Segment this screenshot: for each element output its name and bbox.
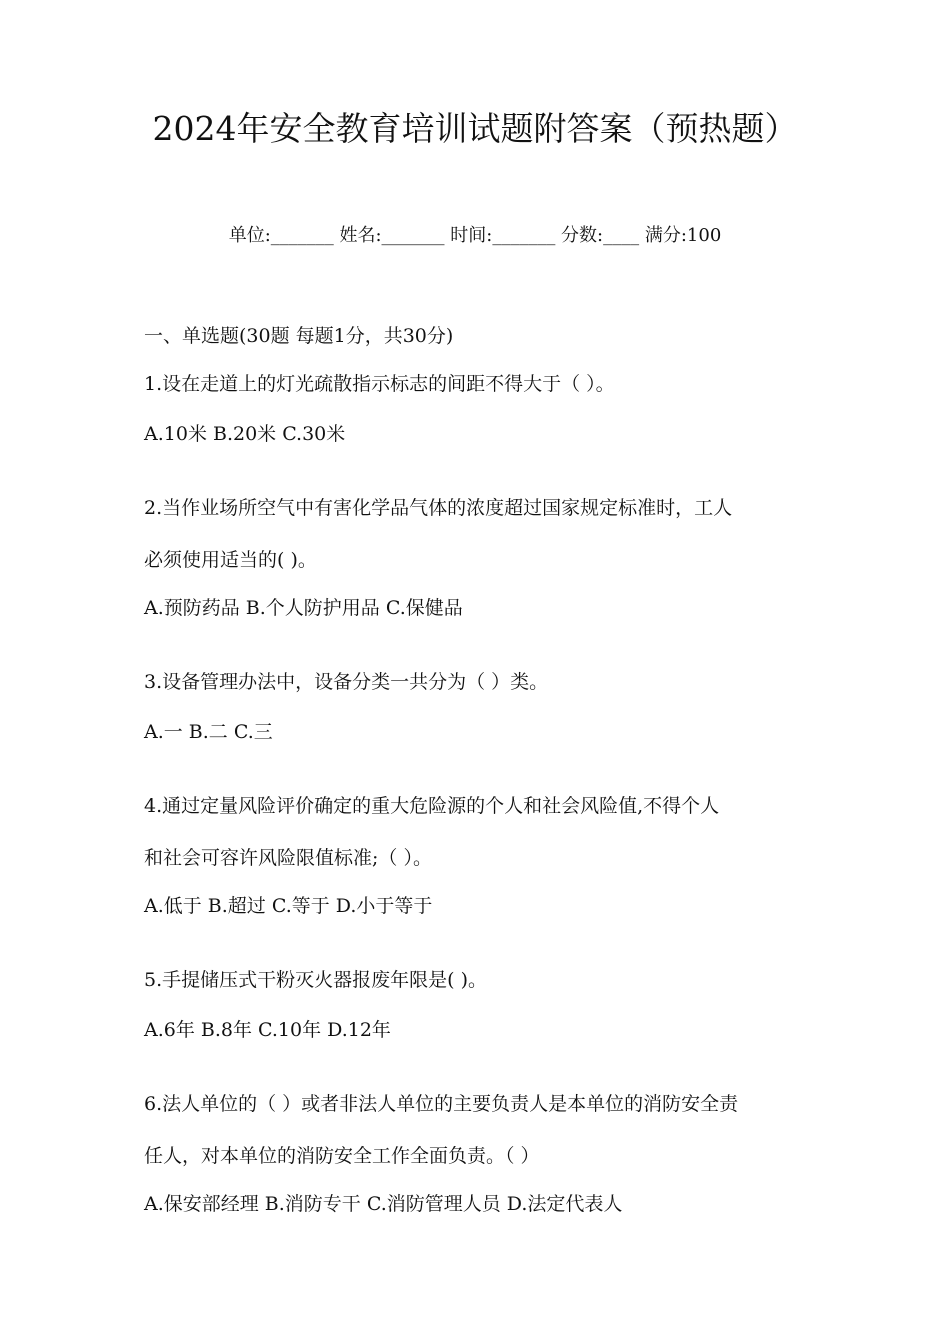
question-2-options: A.预防药品 B.个人防护用品 C.保健品 <box>144 597 463 619</box>
question-4-options: A.低于 B.超过 C.等于 D.小于等于 <box>144 895 433 917</box>
question-3-text: 3.设备管理办法中，设备分类一共分为（ ）类。 <box>144 671 549 693</box>
header-info-line: 单位:_______ 姓名:_______ 时间:_______ 分数:____ 满分:100 <box>228 225 722 246</box>
document-title: 2024年安全教育培训试题附答案（预热题） <box>152 109 798 148</box>
question-6-text: 6.法人单位的（ ）或者非法人单位的主要负责人是本单位的消防安全责 <box>144 1093 739 1115</box>
question-3-options: A.一 B.二 C.三 <box>144 721 273 743</box>
question-6-options: A.保安部经理 B.消防专干 C.消防管理人员 D.法定代表人 <box>144 1193 623 1215</box>
question-1-text: 1.设在走道上的灯光疏散指示标志的间距不得大于（ ）。 <box>144 373 615 395</box>
question-1-options: A.10米 B.20米 C.30米 <box>144 423 346 445</box>
question-6-text-cont: 任人，对本单位的消防安全工作全面负责。（ ） <box>144 1145 540 1167</box>
question-2-text: 2.当作业场所空气中有害化学品气体的浓度超过国家规定标准时，工人 <box>144 497 733 519</box>
section-title: 一、单选题(30题 每题1分，共30分) <box>144 325 454 347</box>
question-5-text: 5.手提储压式干粉灭火器报废年限是( )。 <box>144 969 487 991</box>
question-4-text: 4.通过定量风险评价确定的重大危险源的个人和社会风险值,不得个人 <box>144 795 720 817</box>
question-5-options: A.6年 B.8年 C.10年 D.12年 <box>144 1019 391 1041</box>
question-2-text-cont: 必须使用适当的( )。 <box>144 549 317 571</box>
question-4-text-cont: 和社会可容许风险限值标准;（ ）。 <box>144 847 432 869</box>
